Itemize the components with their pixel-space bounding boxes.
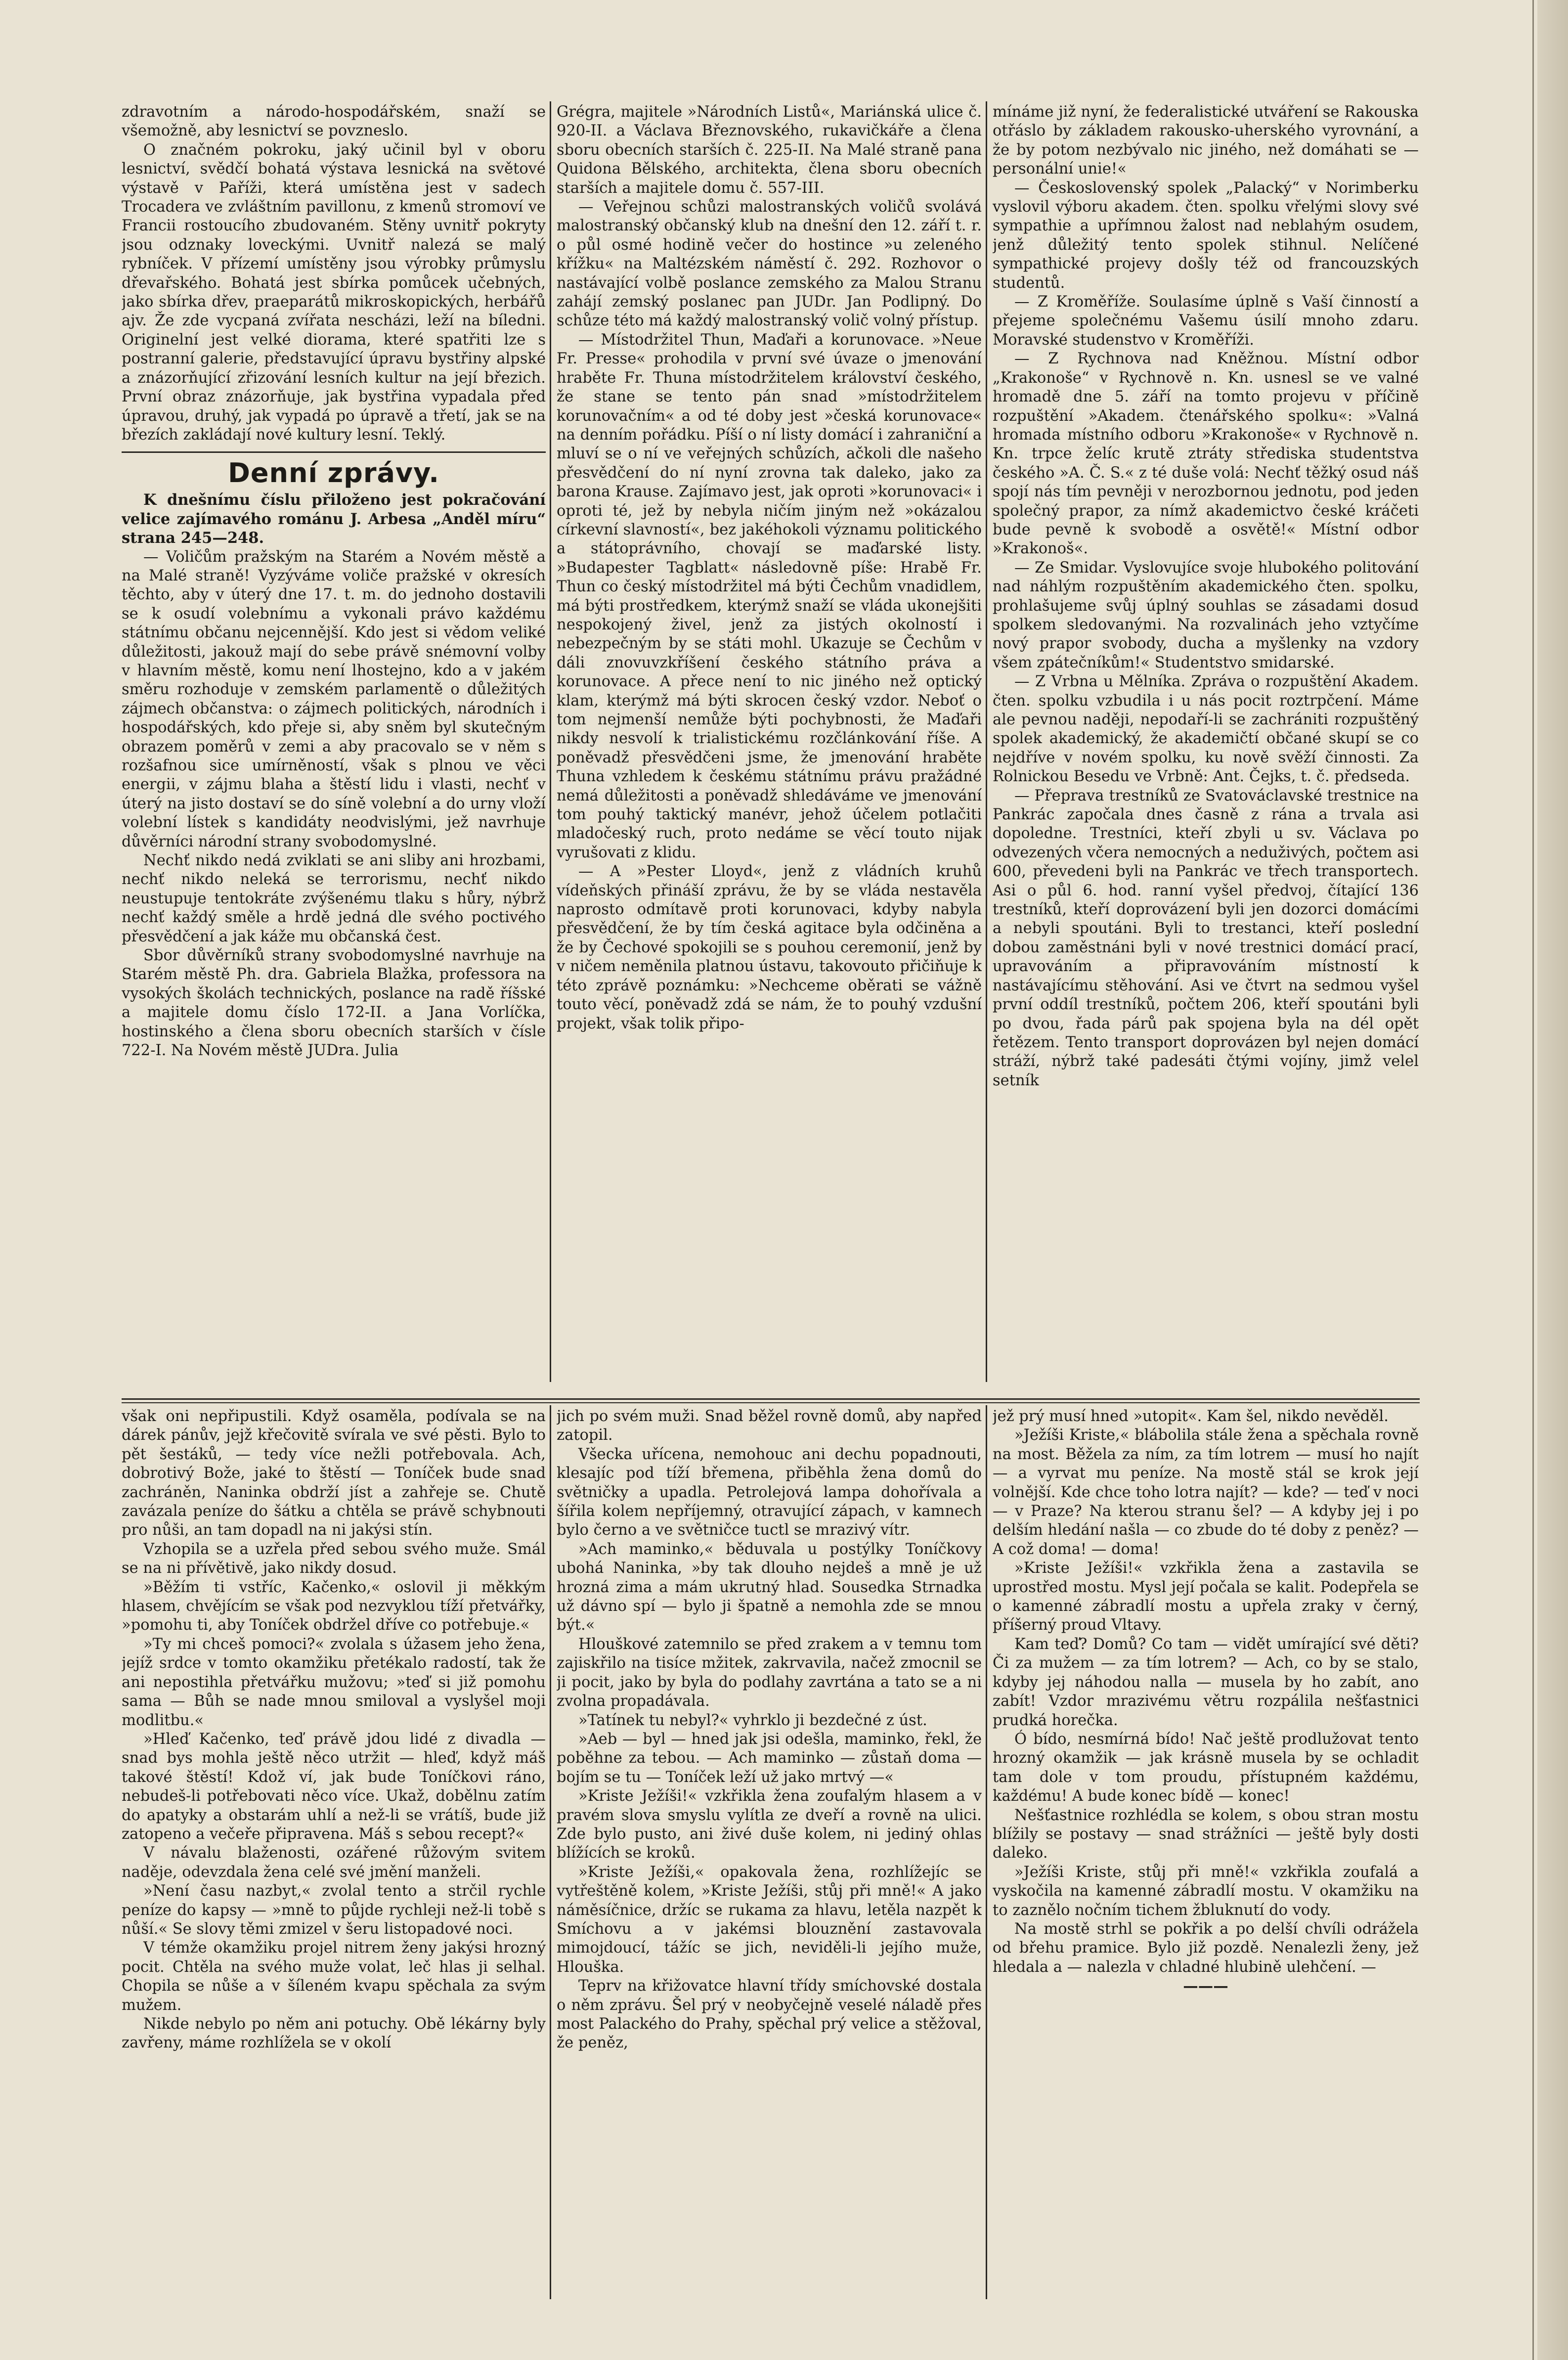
bottom-col1-para-7: »Není času nazbyt,« zvolal tento a strčil rychle peníze do kapsy — »mně to půjde rychleji než-li tobě s nůší.« Se slovy těmi zmizel v šeru listopadové noci. — [122, 1882, 546, 1938]
bottom-col3-para-6: Nešťastnice rozhlédla se kolem, s obou stran mostu blížily se postavy — snad strážníci — ještě byly dosti daleko. — [993, 1806, 1419, 1862]
top-col1-para-1: zdravotním a národo-hospodářském, snaží se všemožně, aby lesnictví se povzneslo. — [122, 103, 546, 140]
top-col1-para-5: Sbor důvěrníků strany svobodomyslné navrhuje na Starém městě Ph. dra. Gabriela Blažka, professora na vysokých školách technických, poslance na radě říšské a majitele domu číslo 172-II. a Jana Vorlíčka, hostinského a člena sboru obecních starších v čísle 722-I. Na Novém městě JUDra. Julia — [122, 947, 546, 1060]
top-column-3 — [993, 103, 1419, 1380]
bottom-col1-para-6: V návalu blaženosti, ozářené růžovým svitem naděje, odevzdala žena celé své jmění manželi. — [122, 1844, 546, 1881]
top-column-2 — [557, 103, 982, 1380]
bottom-column-3 — [993, 1407, 1419, 2297]
column-rule — [550, 101, 551, 1382]
bottom-col3-para-8: Na mostě strhl se pokřik a po delší chvíli odrážela od břehu pramice. Bylo již pozdě. Nenalezli ženy, jež hledala a — nalezla v chladné hlubině ulehčení. — — [993, 1920, 1419, 1976]
bottom-col2-para-8: »Kriste Ježíši,« opakovala žena, rozhlížejíc se vytřeštěně kolem, »Kriste Ježíši, stůj při mně!« A jako náměsíčnice, držíc se rukama za hlavu, letěla nazpět k Smíchovu a v jakémsi blouznění zastavovala mimojdoucí, tážíc se jich, neviděli-li jejího muže, Hlouška. — [557, 1863, 982, 1976]
bottom-col1-para-9: Nikde nebylo po něm ani potuchy. Obě lékárny byly zavřeny, máme rozhlížela se v okolí — [122, 2015, 546, 2052]
bottom-col1-para-3: »Běžím ti vstříc, Kačenko,« oslovil ji měkkým hlasem, chvějícím se však pod nezvyklou tíží přetvářky, »pomohu ti, aby Toníček obdržel dříve co potřebuje.« — [122, 1578, 546, 1634]
top-col2-para-1: Grégra, majitele »Národních Listů«, Mariánská ulice č. 920-II. a Václava Březnovského, rukavičkáře a člena sboru obecních starších č. 225-II. Na Malé straně pana Quidona Bělského, architekta, člena sboru obecních starších a majitele domu č. 557-III. — [557, 103, 982, 197]
bottom-col2-para-3: »Ach maminko,« běduvala u postýlky Toníčkovy ubohá Naninka, »by tak dlouho nejdeš a mně je už hrozná zima a mám ukrutný hlad. Sousedka Strnadka už dávno spí — bylo ji špatně a nemohla zde se mnou být.« — [557, 1540, 982, 1634]
bottom-col2-para-1: jich po svém muži. Snad běžel rovně domů, aby napřed zatopil. — [557, 1408, 982, 1444]
bottom-col3-para-2: »Ježíši Kriste,« blábolila stále žena a spěchala rovně na most. Běžela za ním, za tím lotrem — musí ho najít — a vyrvat mu peníze. Na mostě stál se krok její volnější. Kde chce toho lotra najít? — kde? — teď v noci — v Praze? Na kterou stranu šel? — A kdyby jej i po delším hledání našla — co zbude do té doby z peněz? — A což doma! — doma! — [993, 1426, 1419, 1558]
bottom-col3-para-4: Kam teď? Domů? Co tam — vidět umírající své děti? Či za mužem — za tím lotrem? — Ach, co by se stalo, kdyby jej náhodou nalla — musela by ho zabít, ano zabít! Vzdor mrazivému větru rozpálila nešťastnici prudká horečka. — [993, 1635, 1419, 1729]
bottom-col2-para-9: Teprv na křižovatce hlavní třídy smíchovské dostala o něm zprávu. Šel prý v neobyčejně veselé náladě přes most Palackého do Prahy, spěchal prý velice a stěžoval, že peněz, — [557, 1977, 982, 2052]
top-col2-para-3: — Místodržitel Thun, Maďaři a korunovace. »Neue Fr. Presse« prohodila v první své úvaze o jmenování hraběte Fr. Thuna místodržitelem království českého, že stane se tento pán snad »místodržitelem korunovačním« a od té doby jest »česká korunovace« na denním pořádku. Píší o ní listy domácí i zahraniční a mluví se o ní ve veřejných schůzích, ačkoli dle našeho přesvědčení do ní nyní zrovna tak daleko, jako za barona Krause. Zajímavo jest, jak oproti »korunovaci« i oproti té, jež by nebyla ničím jiným než »okázalou církevní slavností«, bez jakéhokoli významu politického a státoprávního, chovají se maďarské listy. »Budapester Tagblatt« následovně píše: Hrabě Fr. Thun co český místodržitel má býti Čechům vnadidlem, má býti prostředkem, kterýmž snaží se vláda ukonejšiti nespokojený živel, jenž za jistých okolností i nebezpečným by se státi mohl. Ukazuje se Čechům v dáli znovuvzkříšení českého státního práva a korunovace. A přece není to nic jiného než optický klam, kterýmž má býti skrocen český vzdor. Neboť o tom nejmenší nemůže býti pochybnosti, že Maďaři nikdy nesvolí k trialistickému rozčlánkování říše. A poněvadž přesvědčeni jsme, že jmenování hraběte Thuna vzhledem k českému státnímu právu pražádné nemá důležitosti a poněvadž shledáváme ve jmenování tom pouhý taktický manévr, jehož účelem potlačiti mladočeský ruch, proto nedáme se věcí touto nijak vyrušovati z klidu. — [557, 331, 982, 861]
section-title: Denní zprávy. — [228, 457, 439, 489]
end-mark: ——— — [1183, 1977, 1228, 1996]
top-col1-para-3: — Voličům pražským na Starém a Novém městě a na Malé straně! Vyzýváme voliče pražské v okresích těchto, aby v úterý dne 17. t. m. do jednoho dostavili se k osudí volebnímu a vykonali právo každému státnímu občanu nejcennější. Kdo jest si vědom veliké důležitosti, jakouž mají do sebe právě snémovní volby v hlavním městě, komu není lhostejno, kdo a v jakém směru rozhoduje v zemském parlamentě o důležitých zájmech občanstva: o zájmech politických, národních i hospodářských, kdo přeje si, aby sněm byl skutečným obrazem poměrů v zemi a aby pracovalo se v něm s rozšafnou sice umírněností, však s plnou ve věci energii, v zájmu blaha a štěstí lidu i vlasti, nechť v úterý na jisto dostaví se do síně volební a do urny vloží volební lístek s kandidáty neodvislými, jež navrhuje důvěrníci národní strany svobodomyslné. — [122, 548, 546, 850]
top-col1-para-4: Nechť nikdo nedá zviklati se ani sliby ani hrozbami, nechť nikdo neleká se terrorismu, nechť nikdo neustupuje tentokráte zvýšenému tlaku s hůry, nýbrž nechť každý směle a hrdě jedná dle svého poctivého přesvědčení a jak káže mu občanská čest. — [122, 852, 546, 945]
top-col1-para-2: O značném pokroku, jaký učinil byl v oboru lesnictví, svědčí bohatá výstava lesnická na světové výstavě v Paříži, která umístěna jest v sadech Trocadera ve zvláštním pavillonu, z kmenů stromoví ve Francii rostoucího zbudovaném. Stěny uvnitř pokryty jsou odznaky loveckými. Uvnitř nalezá se malý rybníček. V přízemí umístěny jsou výrobky průmyslu dřevařského. Bohatá jest sbírka pomůcek učebných, jako sbírka dřev, praeparátů mikroskopických, herbářů ajv. Že zde vycpaná zvířata nescházi, leží na bíledni. Originelní jest velké diorama, které spatřiti lze s postranní galerie, představující úpravu bystřiny alpské a znázorňující zřizování lesních kultur na její březich. První obraz znázorňuje, jak bystřina vypadala před úpravou, druhý, jak vypadá po úpravě a třetí, jak se na březích zakládají nové kultury lesní. Teklý. — [122, 141, 546, 444]
bottom-col1-para-8: V témže okamžiku projel nitrem ženy jakýsi hrozný pocit. Chtěla na svého muže volat, leč hlas ji selhal. Chopila se nůše a v šíleném kvapu spěchala za svým mužem. — [122, 1939, 546, 2014]
bottom-col2-para-6: »Aeb — byl — hned jak jsi odešla, maminko, řekl, že poběhne za tebou. — Ach maminko — zůstaň doma — bojím se tu — Toníček leží už jako mrtvý —« — [557, 1730, 982, 1786]
column-rule — [550, 1405, 551, 2299]
bottom-col1-para-5: »Hleď Kačenko, teď právě jdou lidé z divadla — snad bys mohla ještě něco utržit — hleď, když máš takové štěstí! Kdož ví, jak bude Toníčkovi ráno, nebudeš-li potřebovati něco více. Ukaž, dobělnu zatím do apatyky a obstarám uhlí a než-li se vrátíš, bude již zatopeno a večeře připravena. Máš s sebou recept?« — [122, 1730, 546, 1843]
top-col2-para-2: — Veřejnou schůzi malostranských voličů svolává malostranský občanský klub na dnešní den 12. září t. r. o půl osmé hodině večer do hostince »u zeleného křížku« na Maltézském náměstí č. 292. Rozhovor o nastávající volbě poslance zemského za Malou Stranu zahájí zemský poslanec pan JUDr. Jan Podlipný. Do schůze této má každý malostranský volič volný přístup. — [557, 198, 982, 330]
page-edge — [1537, 0, 1568, 2360]
bottom-column-1 — [122, 1407, 546, 2297]
bottom-column-2 — [557, 1407, 982, 2297]
novel-supplement-notice: K dnešnímu číslu přiloženo jest pokračování velice zajímavého románu J. Arbesa „Anděl míru“ strana 245—248. — [122, 491, 546, 547]
bottom-col1-para-1: však oni nepřipustili. Když osaměla, podívala se na dárek pánův, jejž křečovitě svírala ve své pěsti. Bylo to pět šestáků, — tedy více nežli potřebovala. Ach, dobrotivý Bože, jaké to štěstí — Toníček bude snad zachráněn, Naninka obdrží jíst a zahřeje se. Chutě zavázala peníze do šátku a chtěla se právě schybnouti pro nůši, an tam dopadl na ni jakýsi stín. — [122, 1408, 546, 1539]
bottom-col1-para-2: Vzhopila se a uzřela před sebou svého muže. Smál se na ni přívětivě, jako nikdy dosud. — [122, 1540, 546, 1577]
feuilleton-rule-2 — [122, 1402, 1420, 1403]
bottom-col2-para-4: Hlouškové zatemnilo se před zrakem a v temnu tom zajiskřilo na tisíce mžitek, zakrvavila, načež zmocnil se ji pocit, jako by byla do podlahy zavrtána a tato se a ni zvolna propadávala. — [557, 1635, 982, 1710]
top-col3-para-5: — Ze Smidar. Vyslovujíce svoje hlubokého politování nad náhlým rozpuštěním akademického čten. spolku, prohlašujeme svůj úplný souhlas se zásadami dosud spolkem sledovanými. Na rozvalinách jeho vztyčíme nový prapor svobody, ducha a myšlenky na vzdory všem zpátečníkům!« Studentstvo smidarské. — [993, 559, 1419, 671]
column-rule — [986, 1405, 987, 2299]
bottom-col3-para-7: »Ježíši Kriste, stůj při mně!« vzkřikla zoufalá a vyskočila na kamenné zábradlí mostu. V okamžiku na to zaznělo nočním tichem žbluknutí do vody. — [993, 1863, 1419, 1919]
feuilleton-rule — [122, 1398, 1420, 1400]
top-col3-para-3: — Z Kroměříže. Soulasíme úplně s Vaší činností a přejeme společnému Vašemu úsilí mnoho zdaru. Moravské studenstvo v Kroměříži. — [993, 293, 1419, 349]
article-divider — [122, 451, 546, 453]
page-edge-line — [1532, 0, 1534, 2360]
bottom-col3-para-1: jež prý musí hned »utopit«. Kam šel, nikdo nevěděl. — [993, 1408, 1389, 1425]
top-col2-para-4: — A »Pester Lloyd«, jenž z vládních kruhů vídeňských přináší zprávu, že by se vláda nestavěla naprosto odmítavě proti korunovaci, kdyby nabyla přesvědčení, že by tím česká agitace byla odčiněna a že by Čechové spokojili se s pouhou ceremonií, jenž by v ničem neměnila platnou ústavu, takovouto přičiňuje k této zprávě poznámku: »Nechceme oběrati se vážně touto věcí, poněvadž zdá se nám, že to pouhý vzdušní projekt, však tolik připo- — [557, 863, 982, 1032]
top-col3-para-1: mínáme již nyní, že federalistické utváření se Rakouska otřáslo by základem rakousko-uherského vyrovnání, a že by potom nezbývalo nic jiného, než domáhati se — personální unie!« — [993, 103, 1419, 178]
bottom-col3-para-3: »Kriste Ježíši!« vzkřikla žena a zastavila se uprostřed mostu. Mysl její počala se kalit. Podepřela se o kamenné zábradlí mostu a upřela zraky v černý, příšerný proud Vltavy. — [993, 1559, 1419, 1634]
top-column-1 — [122, 103, 546, 1380]
bottom-col1-para-4: »Ty mi chceš pomoci?« zvolala s úžasem jeho žena, jejíž srdce v tomto okamžiku přetékalo radostí, tak že ani nepostihla přetvářku mužovu; »teď si již pomohu sama — Bůh se nade mnou smiloval a vyslyšel moji modlitbu.« — [122, 1635, 546, 1729]
bottom-col2-para-2: Všecka uřícena, nemohouc ani dechu popadnouti, klesajíc pod tíží břemena, přiběhla žena domů do světničky a upadla. Petrolejová lampa dohořívala a šířila kolem nepříjemný, otravující zápach, v kamnech bylo černo a ve světničce tuctl se mrazivý vítr. — [557, 1445, 982, 1539]
top-col3-para-6: — Z Vrbna u Mělníka. Zpráva o rozpuštění Akadem. čten. spolku vzbudila i u nás pocit roztrpčení. Máme ale pevnou naději, nepodaří-li se zachrániti rozpuštěný spolek akademický, že akademičtí občané skupí se co nejdříve v novém spolku, ku nově svěží činnosti. Za Rolnickou Besedu ve Vrbně: Ant. Čejks, t. č. předseda. — [993, 673, 1419, 786]
top-col3-para-2: — Československý spolek „Palacký“ v Norimberku vyslovil výboru akadem. čten. spolku vřelými slovy své sympathie a upřímnou žalost nad neblahým osudem, jenž důležitý tento spolek stihnul. Nelíčené sympathické projevy došly též od francouzských studentů. — [993, 179, 1419, 292]
bottom-col2-para-5: »Tatínek tu nebyl?« vyhrklo ji bezdečné z úst. — [578, 1711, 927, 1729]
bottom-col3-para-5: Ó bído, nesmírná bído! Nač ještě prodlužovat tento hrozný okamžik — jak krásně musela by se ochladit tam dole v tom proudu, přístupném každému, každému! A bude konec bídě — konec! — [993, 1730, 1419, 1805]
top-col3-para-7: — Přeprava trestníků ze Svatováclavské trestnice na Pankrác započala dnes časně z rána a trvala asi dopoledne. Trestníci, kteří zbyli u sv. Václava po odvezených včera nemocných a neduživých, počtem asi 600, převedeni byli na Pankrác ve třech transportech. Asi o půl 6. hod. ranní vyšel předvoj, čítající 136 trestníků, kteří doprovázení byli jen dozorci domácími a nebyli spoutáni. Byli to trestanci, kteří poslední dobou zaměstnáni byli v nové trestnici domácí prací, upravováním a připravováním místností k nastávajícímu stěhování. Asi ve čtvrt na sedmou vyšel první oddíl trestníků, počtem 206, kteří spoutáni byli po dvou, řada párů pak spojena byla na dél opět řetězem. Tento transport doprovázen byl nejen domácí stráží, nýbrž také padesáti čtými vojíny, jimž velel setník — [993, 787, 1419, 1089]
column-rule — [986, 101, 987, 1382]
bottom-col2-para-7: »Kriste Ježíši!« vzkřikla žena zoufalým hlasem a v pravém slova smyslu vylítla ze dveří a rovně na ulici. Zde bylo pusto, ani živé duše kolem, ni jediný ohlas blížících se kroků. — [557, 1787, 982, 1862]
top-col3-para-4: — Z Rychnova nad Kněžnou. Místní odbor „Krakonoše“ v Rychnově n. Kn. usnesl se ve valné hromadě dne 5. září na tomto projevu v příčině rozpuštění »Akadem. čtenářského spolku«: »Valná hromada místního odboru »Krakonoše« v Rychnově n. Kn. trpce želíc krutě ztráty střediska studentstva českého »A. Č. S.« z té duše volá: Nechť těžký osud náš spojí nás tím pevněji v nerozbornou jednotu, pod jeden společný prapor, za nímž akademictvo české kráčeti bude pevně k svobodě a osvětě!« Místní odbor »Krakonoš«. — [993, 350, 1419, 558]
